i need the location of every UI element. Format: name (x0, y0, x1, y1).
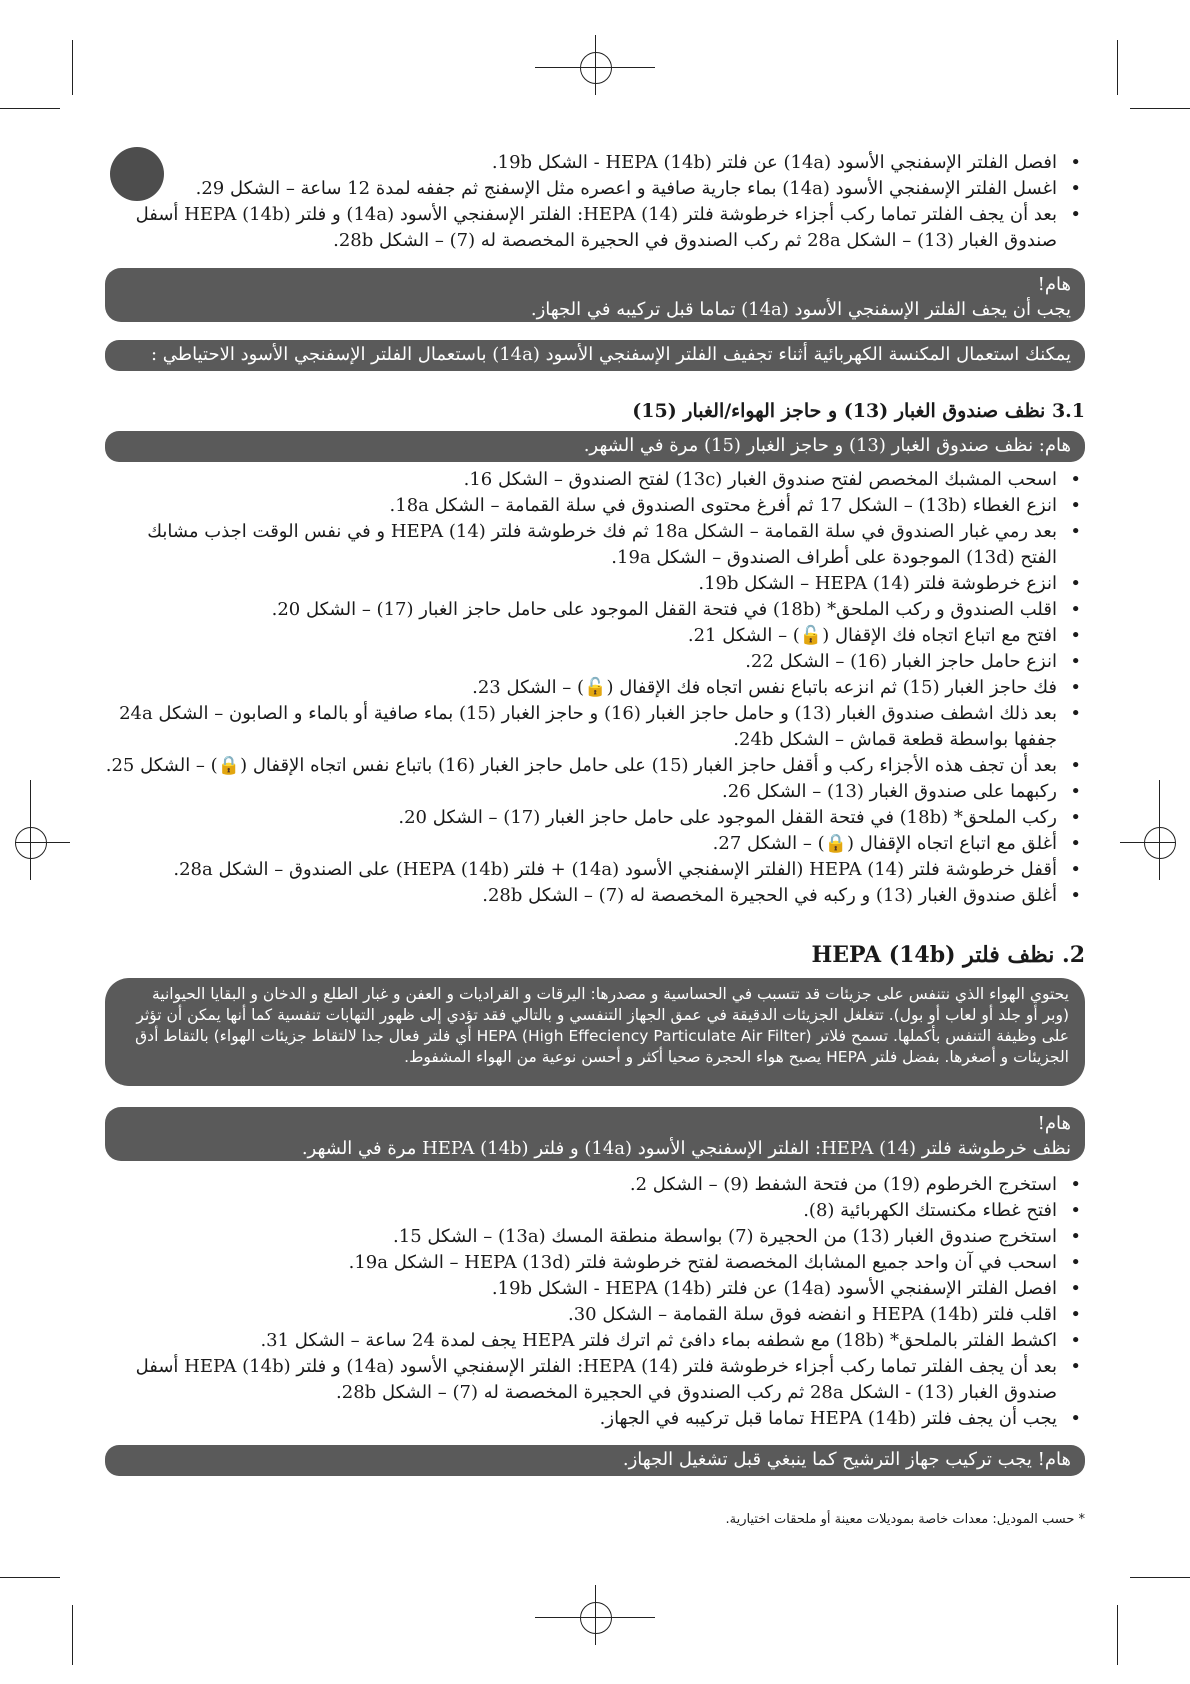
notice-title: هام! (1037, 1113, 1071, 1134)
notice-title: هام! (1037, 274, 1071, 295)
list-item: • ركب الملحق* (18b) في فتحة القفل الموجود على حامل حاجز الغبار (17) – الشكل 20. (105, 805, 1085, 831)
section2-list (105, 1172, 1085, 1432)
list-item: • يجب أن يجف فلتر HEPA (14b) تماما قبل تركيبه في الجهاز. (105, 1406, 1085, 1432)
list-item: • افصل الفلتر الإسفنجي الأسود (14a) عن فلتر HEPA (14b) - الشكل 19b. (105, 1276, 1085, 1302)
notice-important (105, 1107, 1085, 1161)
section-heading: 2. نظف فلتر HEPA (14b) (811, 942, 1085, 968)
list-item: • اقلب فلتر HEPA (14b) و انفضه فوق سلة القمامة – الشكل 30. (105, 1302, 1085, 1328)
list-item: • فك حاجز الغبار (15) ثم انزعه باتباع نفس اتجاه فك الإقفال (🔓) – الشكل 23. (105, 675, 1085, 701)
notice-monthly: هام: نظف صندوق الغبار (13) و حاجز الغبار (15) مرة في الشهر. (105, 431, 1085, 462)
notice-text: نظف خرطوشة فلتر HEPA (14): الفلتر الإسفنجي الأسود (14a) و فلتر HEPA (14b) مرة في الشهر. (301, 1138, 1071, 1159)
list-item: • بعد رمي غبار الصندوق في سلة القمامة – الشكل 18a ثم فك خرطوشة فلتر HEPA (14) و في نفس الوقت اجذب مشابك الفتح (13d) الموجودة على أطراف الصندوق – الشكل 19a. (105, 519, 1085, 571)
list-item: • استخرج صندوق الغبار (13) من الحجيرة (7) بواسطة منطقة المسك (13a) – الشكل 15. (105, 1224, 1085, 1250)
list-item: • اكشط الفلتر بالملحق* (18b) مع شطفه بماء دافئ ثم اترك فلتر HEPA يجف لمدة 24 ساعة – الشكل 31. (105, 1328, 1085, 1354)
list-item: • ركبهما على صندوق الغبار (13) – الشكل 26. (105, 779, 1085, 805)
notice-final: هام! يجب تركيب جهاز الترشيح كما ينبغي قبل تشغيل الجهاز. (105, 1445, 1085, 1476)
list-item: • أقفل خرطوشة فلتر HEPA (14) (الفلتر الإسفنجي الأسود (14a) + فلتر HEPA (14b)) على الصندوق – الشكل 28a. (105, 857, 1085, 883)
notice-spare-filter: يمكنك استعمال المكنسة الكهربائية أثناء تجفيف الفلتر الإسفنجي الأسود (14a) باستعمال الفلتر الإسفنجي الأسود الاحتياطي : (14a مكرر). (105, 340, 1085, 371)
list-item: • بعد أن يجف الفلتر تماما ركب أجزاء خرطوشة فلتر HEPA (14): الفلتر الإسفنجي الأسود (14a) و فلتر HEPA (14b) أسفل صندوق الغبار (13) – الشكل 28a ثم ركب الصندوق في الحجيرة المخصصة له (7) – الشكل 28b. (105, 202, 1085, 254)
list-item: • أغلق صندوق الغبار (13) و ركبه في الحجيرة المخصصة له (7) – الشكل 28b. (105, 883, 1085, 909)
list-item: • بعد ذلك اشطف صندوق الغبار (13) و حامل حاجز الغبار (16) و حاجز الغبار (15) بماء صافية أو بالماء و الصابون – الشكل 24a جففها بواسطة قطعة قماش – الشكل 24b. (105, 701, 1085, 753)
hepa-info-box: يحتوي الهواء الذي نتنفس على جزيئات قد تتسبب في الحساسية و مصدرها: اليرقات و القراديات و العفن و غبار الطلع و الدخان و البقايا الحيوانية (وبر أو جلد أو لعاب أو بول). تتغلغل الجزيئات الدقيقة في عمق الجهاز التنفسي و بالتالي فقد تؤدي إلى ظهور التهابات تنفسية كما أنها يمكن أن تؤثر على وظيفة التنفس بأكملها. تسمح فلاتر HEPA (High Effeciency Particulate Air Filter) أي فلتر فعال جدا لالتقاط جزيئات الهواء) بالتقاط أدق الجزيئات و أصغرها. بفضل فلتر HEPA يصبح هواء الحجرة صحيا أكثر و أحسن نوعية من الهواء المشفوط. (105, 978, 1085, 1086)
list-item: • انزع حامل حاجز الغبار (16) – الشكل 22. (105, 649, 1085, 675)
list-item: • أغلق مع اتباع اتجاه الإقفال (🔒) – الشكل 27. (105, 831, 1085, 857)
list-item: • افتح مع اتباع اتجاه فك الإقفال (🔓) – الشكل 21. (105, 623, 1085, 649)
list-item: • بعد أن تجف هذه الأجزاء ركب و أقفل حاجز الغبار (15) على حامل حاجز الغبار (16) باتباع نفس اتجاه الإقفال (🔒) – الشكل 25. (105, 753, 1085, 779)
list-item: • اقلب الصندوق و ركب الملحق* (18b) في فتحة القفل الموجود على حامل حاجز الغبار (17) – الشكل 20. (105, 597, 1085, 623)
notice-important (105, 268, 1085, 322)
section-heading: 3.1 نظف صندوق الغبار (13) و حاجز الهواء/الغبار (15) (632, 400, 1085, 422)
footnote: * حسب الموديل: معدات خاصة بموديلات معينة أو ملحقات اختيارية. (725, 1512, 1085, 1527)
list-item: • انزع الغطاء (13b) – الشكل 17 ثم أفرغ محتوى الصندوق في سلة القمامة – الشكل 18a. (105, 493, 1085, 519)
list-item: • استخرج الخرطوم (19) من فتحة الشفط (9) – الشكل 2. (105, 1172, 1085, 1198)
list-item: • افصل الفلتر الإسفنجي الأسود (14a) عن فلتر HEPA (14b) - الشكل 19b. (105, 150, 1085, 176)
list-item: • اسحب في آن واحد جميع المشابك المخصصة لفتح خرطوشة فلتر HEPA (13d) – الشكل 19a. (105, 1250, 1085, 1276)
list-item: • انزع خرطوشة فلتر HEPA (14) – الشكل 19b. (105, 571, 1085, 597)
list-item: • افتح غطاء مكنستك الكهربائية (8). (105, 1198, 1085, 1224)
block1 (105, 150, 1085, 254)
list-item: • اغسل الفلتر الإسفنجي الأسود (14a) بماء جارية صافية و اعصره مثل الإسفنج ثم جففه لمدة 12 ساعة – الشكل 29. (105, 176, 1085, 202)
section31-list (105, 467, 1085, 909)
list-item: • بعد أن يجف الفلتر تماما ركب أجزاء خرطوشة فلتر HEPA (14): الفلتر الإسفنجي الأسود (14a) و فلتر HEPA (14b) أسفل صندوق الغبار (13) - الشكل 28a ثم ركب الصندوق في الحجيرة المخصصة له (7) – الشكل 28b. (105, 1354, 1085, 1406)
notice-text: يجب أن يجف الفلتر الإسفنجي الأسود (14a) تماما قبل تركيبه في الجهاز. (530, 299, 1071, 320)
list-item: • اسحب المشبك المخصص لفتح صندوق الغبار (13c) لفتح الصندوق – الشكل 16. (105, 467, 1085, 493)
